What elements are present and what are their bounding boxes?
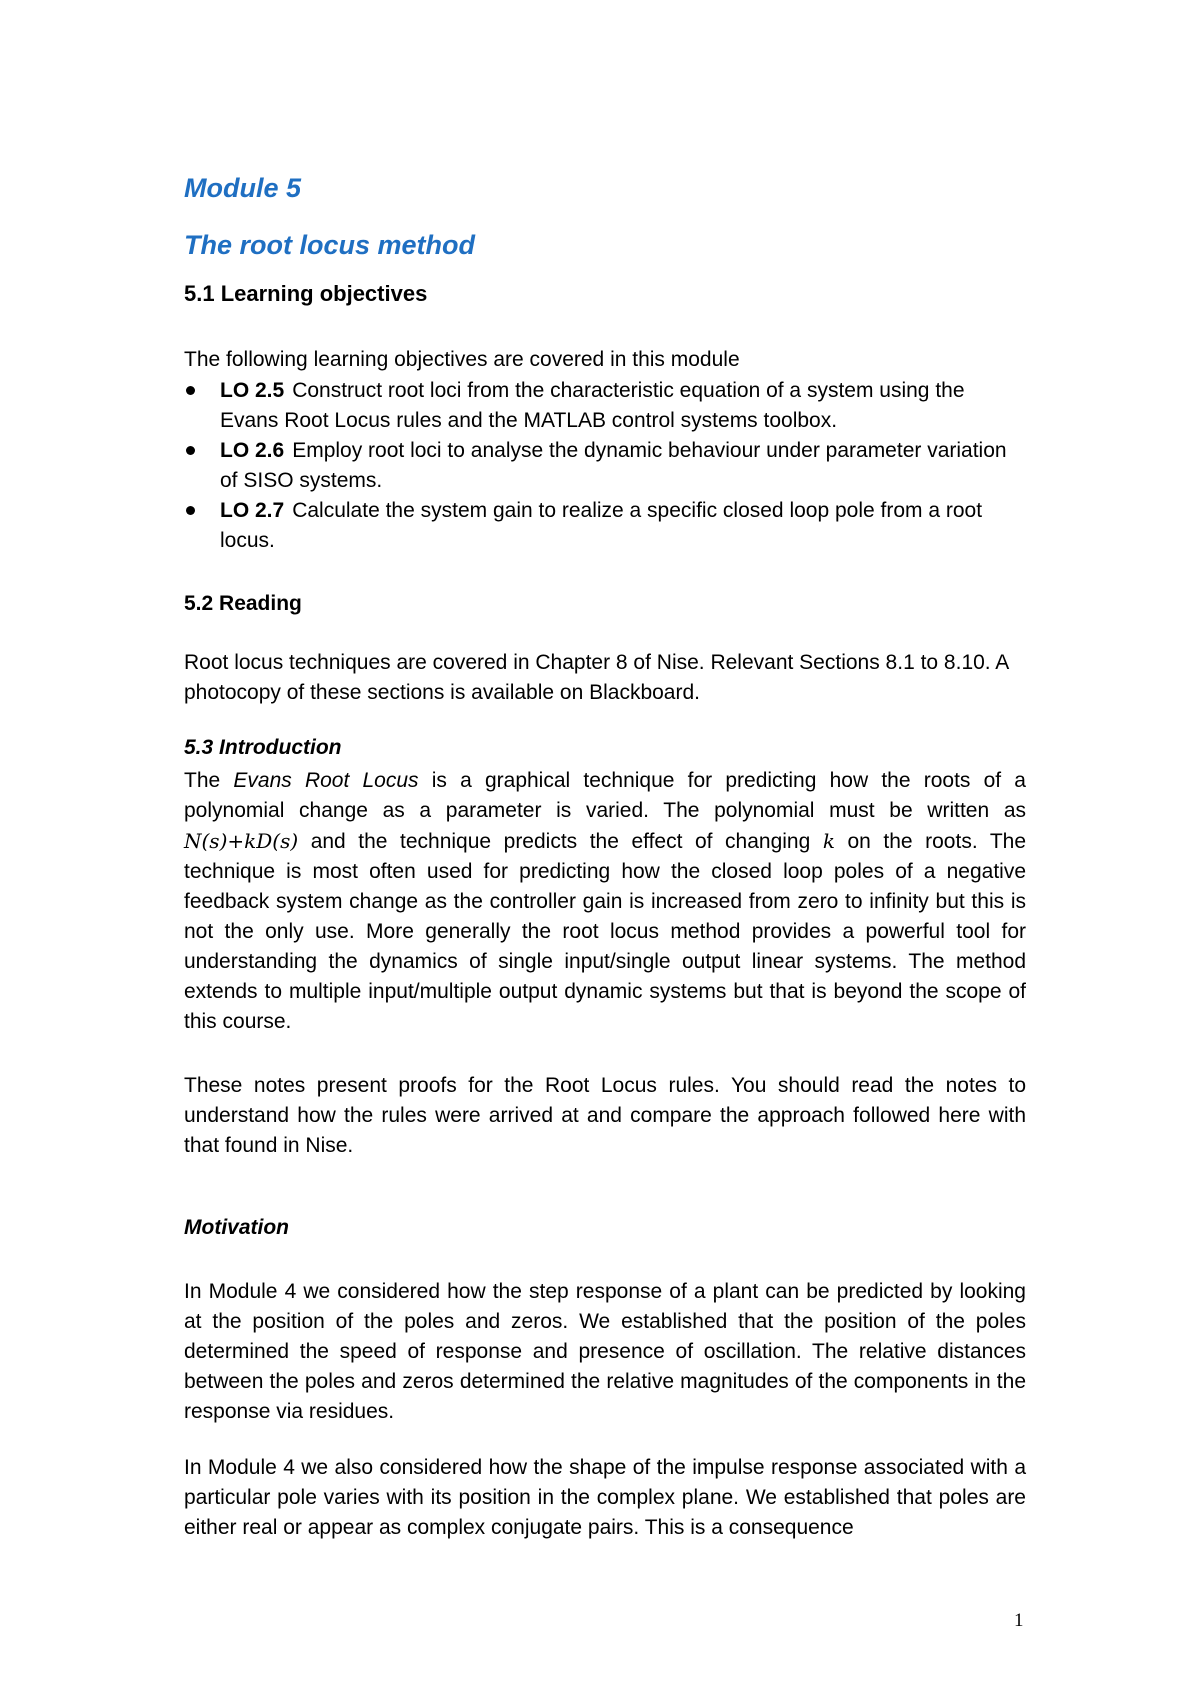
learning-objectives-heading: 5.1 Learning objectives (184, 281, 428, 306)
list-item (184, 496, 1026, 556)
bullet-icon (186, 506, 195, 515)
page-number: 1 (1014, 1610, 1024, 1631)
objective-text: Calculate the system gain to realize a specific closed loop pole from a root locus. (220, 499, 983, 552)
motivation-paragraph-2: In Module 4 we also considered how the shape of the impulse response associated with a particular pole varies with its position in the complex plane. We established that poles are either real or appear as complex conjugate pairs. This is a consequence (184, 1456, 1026, 1539)
objectives-intro: The following learning objectives are covered in this module (184, 348, 740, 371)
intro-text-end: on the roots. The technique is most often used for predicting how the closed loop poles of a negative feedback system change as the controller gain is increased from zero to infinity but this is not the only use. More generally the root locus method provides a powerful tool for understanding the dynamics of single input/single output linear systems. The method extends to multiple input/multiple output dynamic systems but that is beyond the scope of this course. (184, 830, 1027, 1033)
list-item (184, 376, 1026, 436)
intro-term: Evans Root Locus (233, 769, 419, 792)
module-title-heading: The root locus method (184, 230, 476, 260)
list-item (184, 436, 1026, 496)
introduction-heading: 5.3 Introduction (184, 736, 342, 759)
objective-code: LO 2.6 (220, 439, 285, 462)
objectives-list (184, 376, 1026, 556)
objective-code: LO 2.5 (220, 379, 285, 402)
reading-heading: 5.2 Reading (184, 592, 302, 615)
module-number-heading: Module 5 (184, 173, 302, 203)
proofs-paragraph: These notes present proofs for the Root Locus rules. You should read the notes to understand how the rules were arrived at and compare the approach followed here with that found in Nise. (184, 1074, 1026, 1157)
introduction-paragraph (184, 766, 1026, 1037)
motivation-heading: Motivation (184, 1216, 289, 1239)
bullet-icon (186, 386, 195, 395)
intro-text-start: The (184, 769, 234, 792)
intro-text-mid: is a graphical technique for predicting how the roots of a polynomial change as a parameter is varied. The polynomial must be written as (184, 769, 1026, 822)
gain-variable: k (822, 829, 835, 853)
polynomial-expression: N(s)+kD(s) (184, 829, 299, 853)
bullet-icon (186, 446, 195, 455)
motivation-paragraph-1: In Module 4 we considered how the step response of a plant can be predicted by looking at the position of the poles and zeros. We established that the position of the poles determined the speed of response and presence of oscillation. The relative distances between the poles and zeros determined the relative magnitudes of the components in the response via residues. (184, 1280, 1026, 1423)
objective-text: Construct root loci from the characteristic equation of a system using the Evans Root Locus rules and the MATLAB control systems toolbox. (220, 379, 965, 432)
intro-text-mid2: and the technique predicts the effect of changing (298, 830, 823, 853)
reading-paragraph: Root locus techniques are covered in Chapter 8 of Nise. Relevant Sections 8.1 to 8.10. A photocopy of these sections is available on Blackboard. (184, 651, 1009, 704)
objective-text: Employ root loci to analyse the dynamic behaviour under parameter variation of SISO systems. (220, 439, 1007, 492)
objective-code: LO 2.7 (220, 499, 285, 522)
